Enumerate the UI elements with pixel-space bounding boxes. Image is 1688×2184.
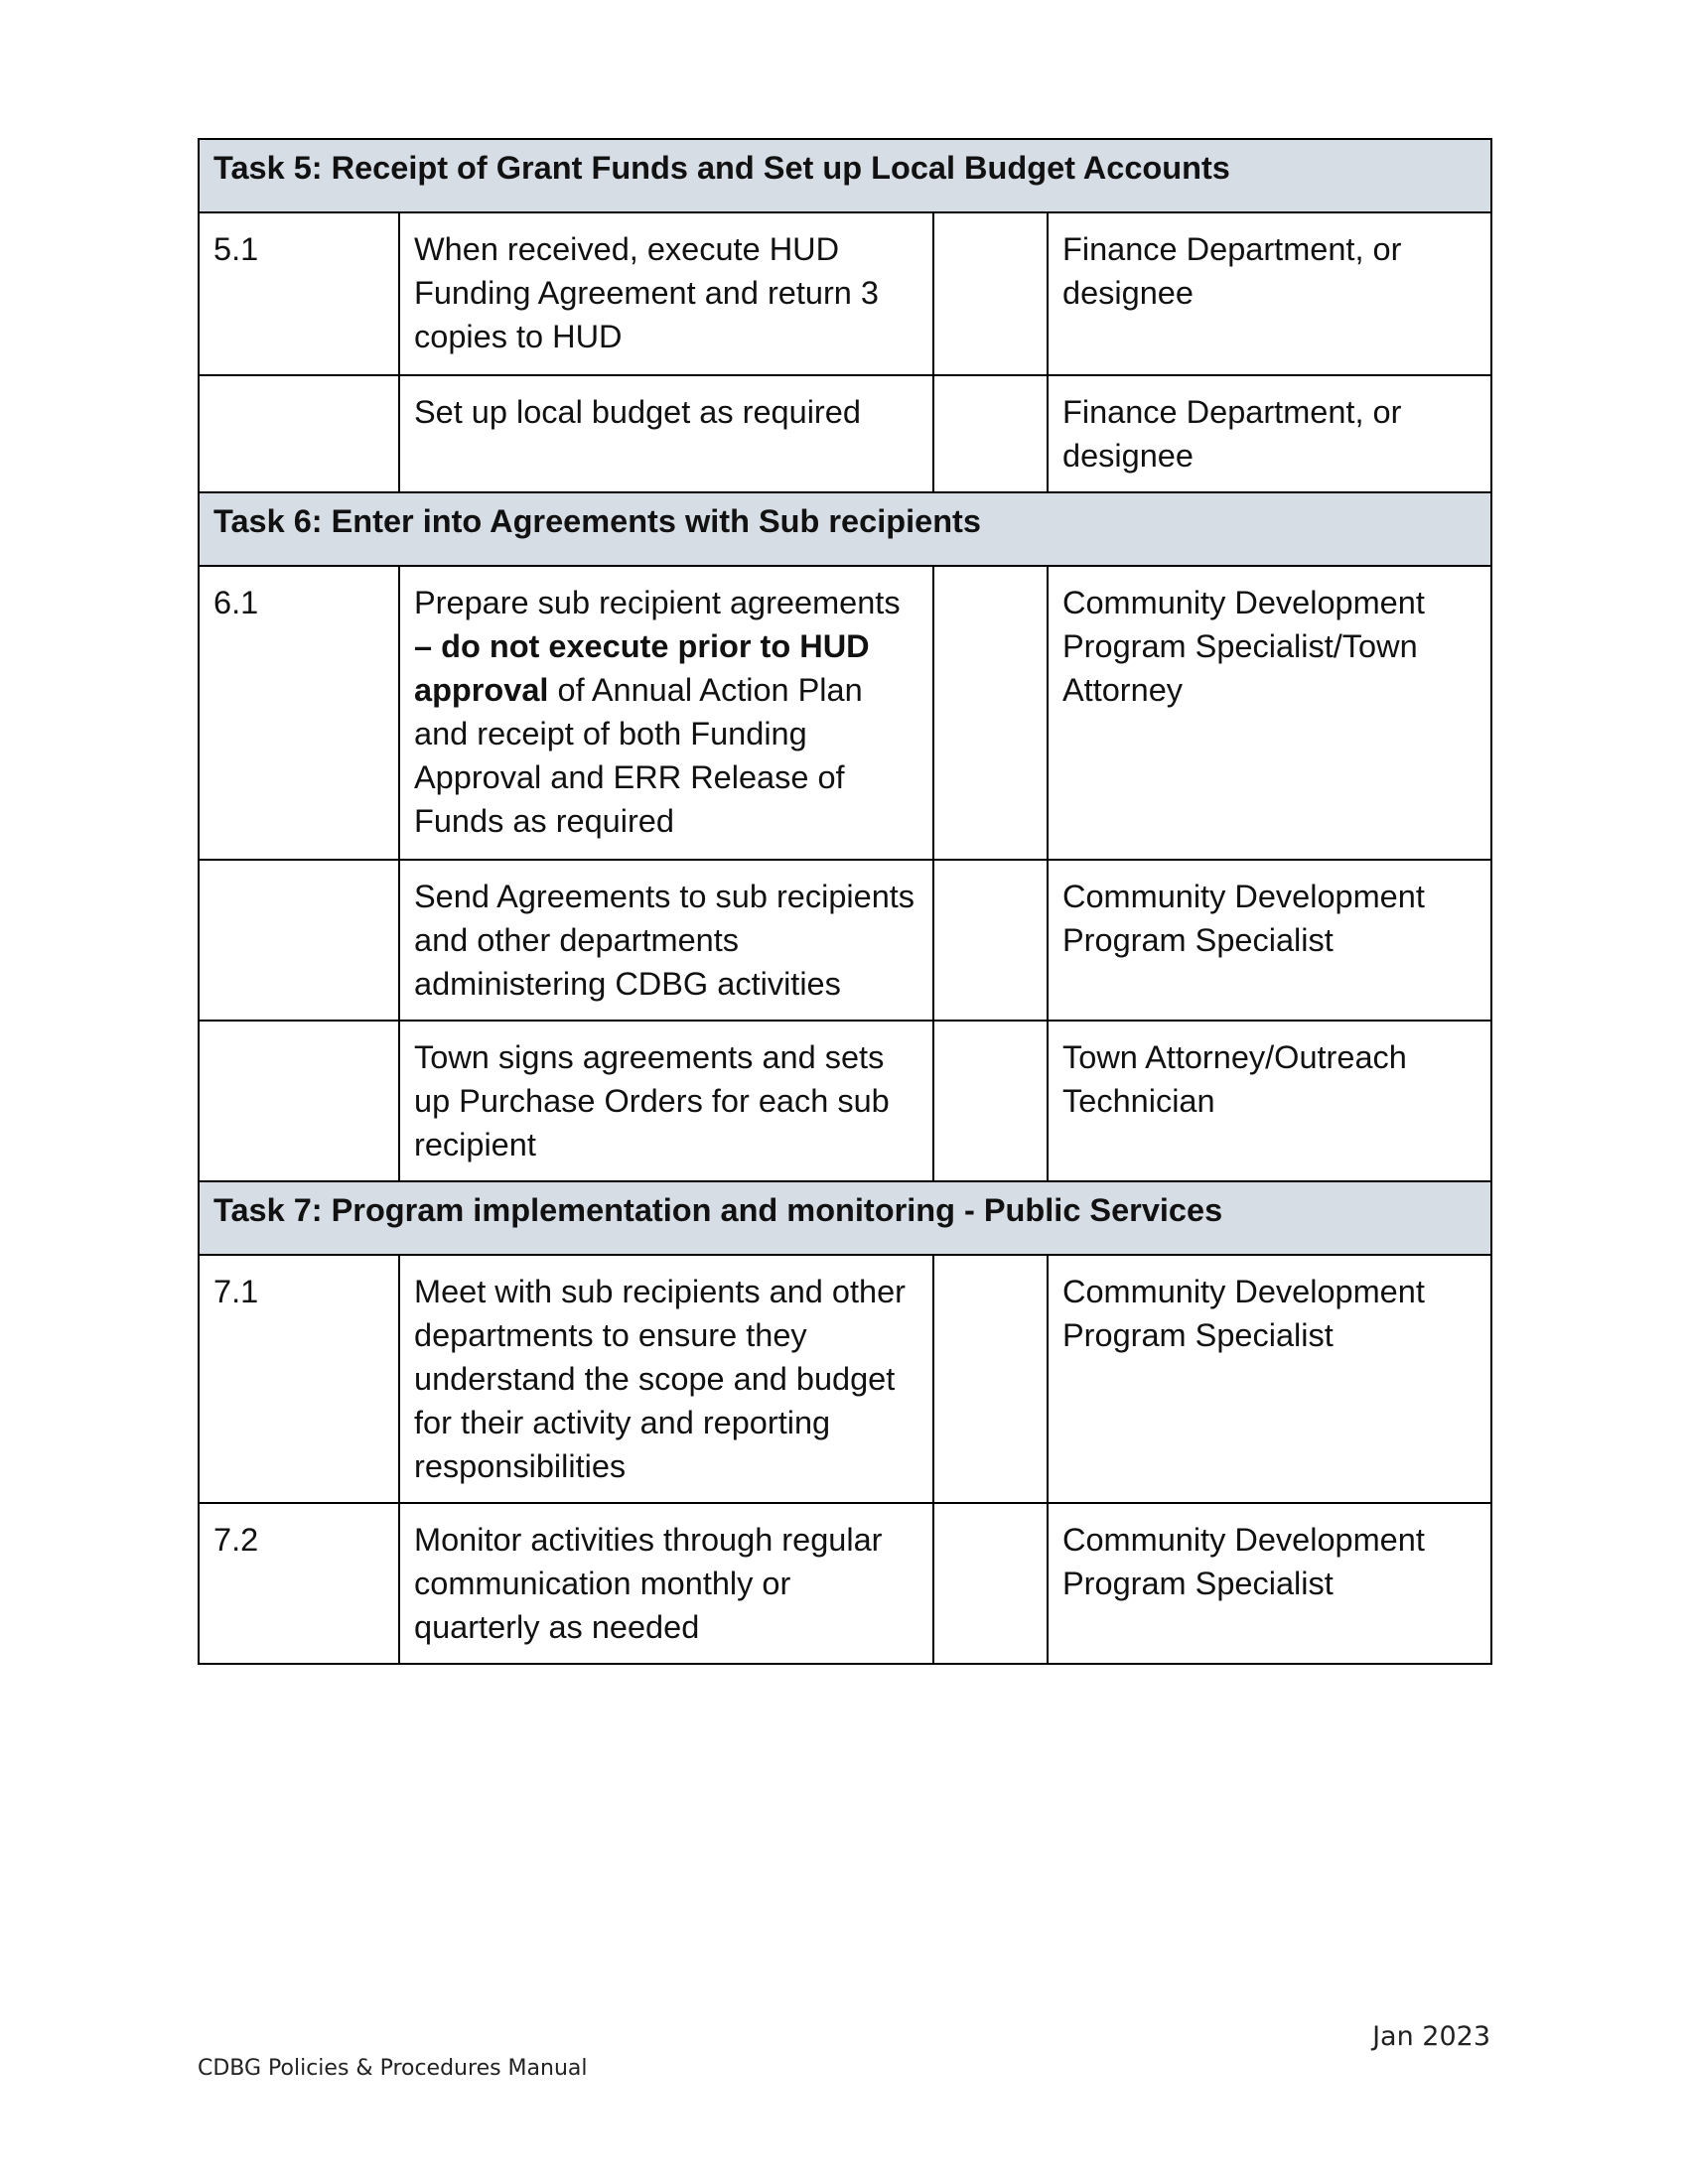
- step-number: [199, 375, 399, 492]
- description-bold-text: – do not execute prior to HUD approval: [414, 628, 870, 708]
- task-header-row: [199, 139, 1491, 212]
- step-number: [199, 860, 399, 1021]
- step-description: Set up local budget as required: [399, 375, 933, 492]
- table-row: [199, 1503, 1491, 1664]
- footer-date: Jan 2023: [1372, 2021, 1490, 2052]
- task-6-header: Task 6: Enter into Agreements with Sub recipients: [199, 492, 1491, 566]
- step-description: Monitor activities through regular communication monthly or quarterly as needed: [399, 1503, 933, 1664]
- blank-cell: [933, 566, 1048, 860]
- task-5-header: Task 5: Receipt of Grant Funds and Set up Local Budget Accounts: [199, 139, 1491, 212]
- table-row: [199, 1255, 1491, 1503]
- blank-cell: [933, 1255, 1048, 1503]
- step-description: When received, execute HUD Funding Agreement and return 3 copies to HUD: [399, 212, 933, 375]
- responsible-party: Finance Department, or designee: [1048, 212, 1491, 375]
- step-number: 7.1: [199, 1255, 399, 1503]
- table-row: [199, 860, 1491, 1021]
- footer-title: CDBG Policies & Procedures Manual: [198, 2056, 588, 2081]
- task-header-row: [199, 492, 1491, 566]
- blank-cell: [933, 212, 1048, 375]
- task-header-row: [199, 1181, 1491, 1255]
- responsible-party: Community Development Program Specialist: [1048, 1503, 1491, 1664]
- step-description: Town signs agreements and sets up Purchase Orders for each sub recipient: [399, 1021, 933, 1181]
- step-description: [399, 566, 933, 860]
- blank-cell: [933, 1503, 1048, 1664]
- responsible-party: Town Attorney/Outreach Technician: [1048, 1021, 1491, 1181]
- step-description: Meet with sub recipients and other departments to ensure they understand the scope and budget for their activity and reporting responsibilities: [399, 1255, 933, 1503]
- blank-cell: [933, 860, 1048, 1021]
- responsible-party: Community Development Program Specialist: [1048, 860, 1491, 1021]
- blank-cell: [933, 1021, 1048, 1181]
- table-row: [199, 566, 1491, 860]
- step-number: [199, 1021, 399, 1181]
- step-number: 6.1: [199, 566, 399, 860]
- responsible-party: Finance Department, or designee: [1048, 375, 1491, 492]
- description-text: Prepare sub recipient agreements: [414, 585, 901, 620]
- responsible-party: Community Development Program Specialist: [1048, 1255, 1491, 1503]
- table-row: [199, 212, 1491, 375]
- task-table: [198, 138, 1492, 1665]
- step-description: Send Agreements to sub recipients and other departments administering CDBG activities: [399, 860, 933, 1021]
- responsible-party: Community Development Program Specialist/Town Attorney: [1048, 566, 1491, 860]
- task-7-header: Task 7: Program implementation and monitoring - Public Services: [199, 1181, 1491, 1255]
- blank-cell: [933, 375, 1048, 492]
- step-number: 7.2: [199, 1503, 399, 1664]
- step-number: 5.1: [199, 212, 399, 375]
- table-row: [199, 1021, 1491, 1181]
- description-text: of Annual Action Plan and receipt of both Funding Approval and ERR Release of Funds as required: [414, 672, 863, 839]
- table-row: [199, 375, 1491, 492]
